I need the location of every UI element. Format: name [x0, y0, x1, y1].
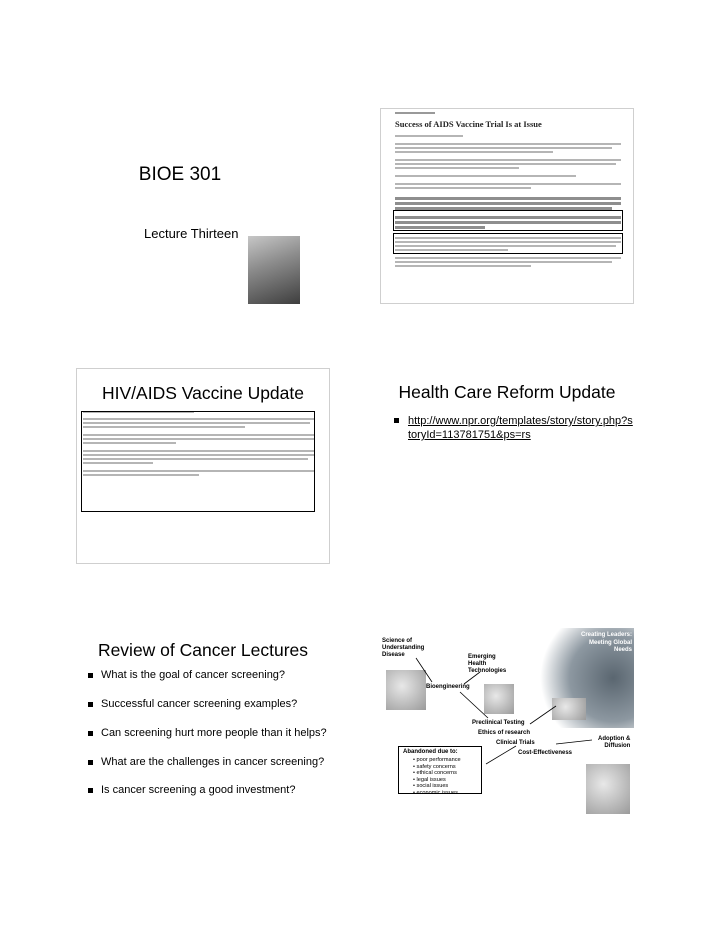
flow-arrows [380, 628, 634, 824]
label-cost: Cost-Effectiveness [518, 750, 573, 756]
link-bullet[interactable] [394, 414, 634, 442]
bullet-item: Successful cancer screening examples? [88, 697, 297, 711]
bullet-icon [88, 673, 93, 678]
list-item: • economic issues [413, 790, 477, 797]
slide-2 [380, 108, 634, 304]
list-item: • safety concerns [413, 764, 477, 771]
label-emerging: Emerging Health Technologies [468, 654, 507, 674]
slide-6 [380, 628, 634, 824]
highlight-box-2 [393, 233, 623, 254]
bullet-icon [88, 760, 93, 765]
lecturer-photo [248, 236, 300, 304]
slide-1-subtitle: Lecture Thirteen [144, 226, 239, 241]
bullet-icon [88, 702, 93, 707]
npr-link[interactable]: http://www.npr.org/templates/story/story.php?storyId=113781751&ps=rs [408, 415, 633, 441]
bullet-item: Can screening hurt more people than it helps? [88, 726, 327, 740]
slide-5 [76, 628, 330, 824]
article-headline: Success of AIDS Vaccine Trial Is at Issue [395, 119, 542, 129]
label-ethics: Ethics of research [478, 730, 531, 736]
slide-1-title: BIOE 301 [138, 164, 222, 185]
highlight-box-1 [393, 210, 623, 231]
slide-3 [76, 368, 330, 564]
bullet-item: Is cancer screening a good investment? [88, 783, 295, 797]
label-clinical: Clinical Trials [496, 740, 535, 746]
slide-4-title: Health Care Reform Update [398, 382, 616, 402]
slide-1 [60, 108, 300, 304]
bullet-item: What are the challenges in cancer screening? [88, 755, 324, 769]
slide-5-title: Review of Cancer Lectures [97, 640, 309, 660]
bullet-item: What is the goal of cancer screening? [88, 668, 285, 682]
bullet-icon [394, 418, 399, 423]
label-science: Science of Understanding Disease [382, 638, 425, 658]
label-preclinical: Preclinical Testing [472, 720, 525, 726]
slide-3-title: HIV/AIDS Vaccine Update [102, 383, 304, 403]
bullet-icon [88, 788, 93, 793]
label-adoption: Adoption & Diffusion [598, 736, 631, 749]
bullet-icon [88, 731, 93, 736]
list-item: • legal issues [413, 777, 477, 784]
list-item: • social issues [413, 783, 477, 790]
excerpt-box [81, 411, 315, 512]
abandoned-title: Abandoned due to: [403, 749, 458, 755]
list-item: • poor performance [413, 757, 477, 764]
slide-4 [380, 368, 634, 564]
article-date [395, 112, 435, 114]
list-item: • ethical concerns [413, 770, 477, 777]
label-bioengineering: Bioengineering [426, 684, 470, 690]
banner: Creating Leaders: Meeting Global Needs [580, 632, 632, 653]
